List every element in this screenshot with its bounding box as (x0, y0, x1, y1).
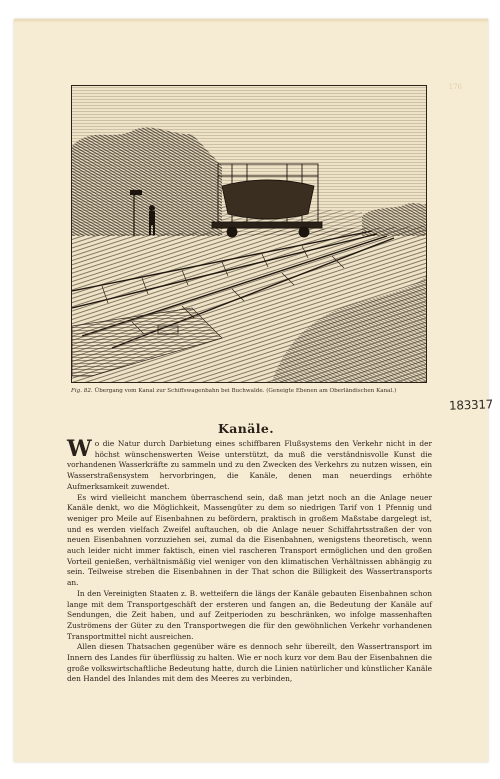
drop-cap: W (67, 436, 92, 462)
book-page (14, 19, 494, 762)
figure-caption-text: Übergang vom Kanal zur Schiffswagenbahn bei Buchwalde. (Geneigte Ebenen am Oberländischen Kanal.) (94, 388, 397, 394)
paragraph-4: Allen diesen Thatsachen gegenüber wäre es dennoch sehr übereilt, den Wassertransport im Innern des Landes für überflüssig zu halten. Wie er noch kurz vor dem Bau der Eisenbahnen die große volkswirtschaftliche Bedeutung hatte, durch die Linien natürlicher und künstlicher Kanäle den Handel des Inlandes mit dem des Meeres zu verbinden, (67, 642, 432, 684)
handwritten-inventory-number: 183317 (448, 397, 494, 413)
figure-caption (71, 388, 431, 395)
figure-number: Fig. 82. (71, 388, 93, 394)
paragraph-3: In den Vereinigten Staaten z. B. wetteifern die längs der Kanäle gebauten Eisenbahnen schon lange mit dem Transportgeschäft der ersteren und fangen an, die Bedeutung der Kanäle auf Sendungen, die Zeit haben, und auf Zeitperioden zu beschränken, wo infolge massenhaften Zuströmens der Güter zu den Transportwegen die für den gewöhnlichen Verkehr vorhandenen Transportmittel nicht ausreichen. (67, 588, 432, 641)
section-title: Kanäle. (217, 421, 274, 436)
paragraph-2: Es wird vielleicht manchem überraschend sein, daß man jetzt noch an die Anlage neuer Kanäle denkt, wo die Möglichkeit, Massengüter zu dem so niedrigen Tarif von 1 Pfennig und weniger pro Meile auf Eisenbahnen zu befördern, praktisch in großem Maßstabe dargelegt ist, und es werden vielfach Zweifel auftauchen, ob die Anlage neuer Schiffahrtsstraßen der von neuen Eisenbahnen vorzuziehen sei, zumal da die Eisenbahnen, wenigstens theoretisch, wenn auch leider nicht immer faktisch, einen viel rascheren Transport ermöglichen und den großen Vorteil genießen, verhältnismäßig viel weniger von den klimatischen Verhältnissen abhängig zu sein. Teilweise streben die Eisenbahnen in der That schon die Billigkeit des Wassertransports an. (67, 492, 432, 588)
paragraph-1 (67, 436, 432, 493)
paragraph-1-text: o die Natur durch Darbietung eines schiffbaren Flußsystems den Verkehr nicht in der höchst wünschenswerten Weise unterstützt, da muß die verständnisvolle Kunst die vorhandenen Wasserkräfte zu sammeln und zu den Zwecken des Verkehrs zu nutzen wissen, ein Wasserstraßensystem hervorbringen, die Kanäle, denen man neuerdings erhöhte Aufmerksamkeit zuwendet. (67, 439, 432, 491)
engraving-illustration (71, 85, 427, 383)
article-body (67, 436, 432, 685)
canal-railway-engraving (72, 86, 426, 382)
page-number-mark: 176 (448, 83, 462, 91)
